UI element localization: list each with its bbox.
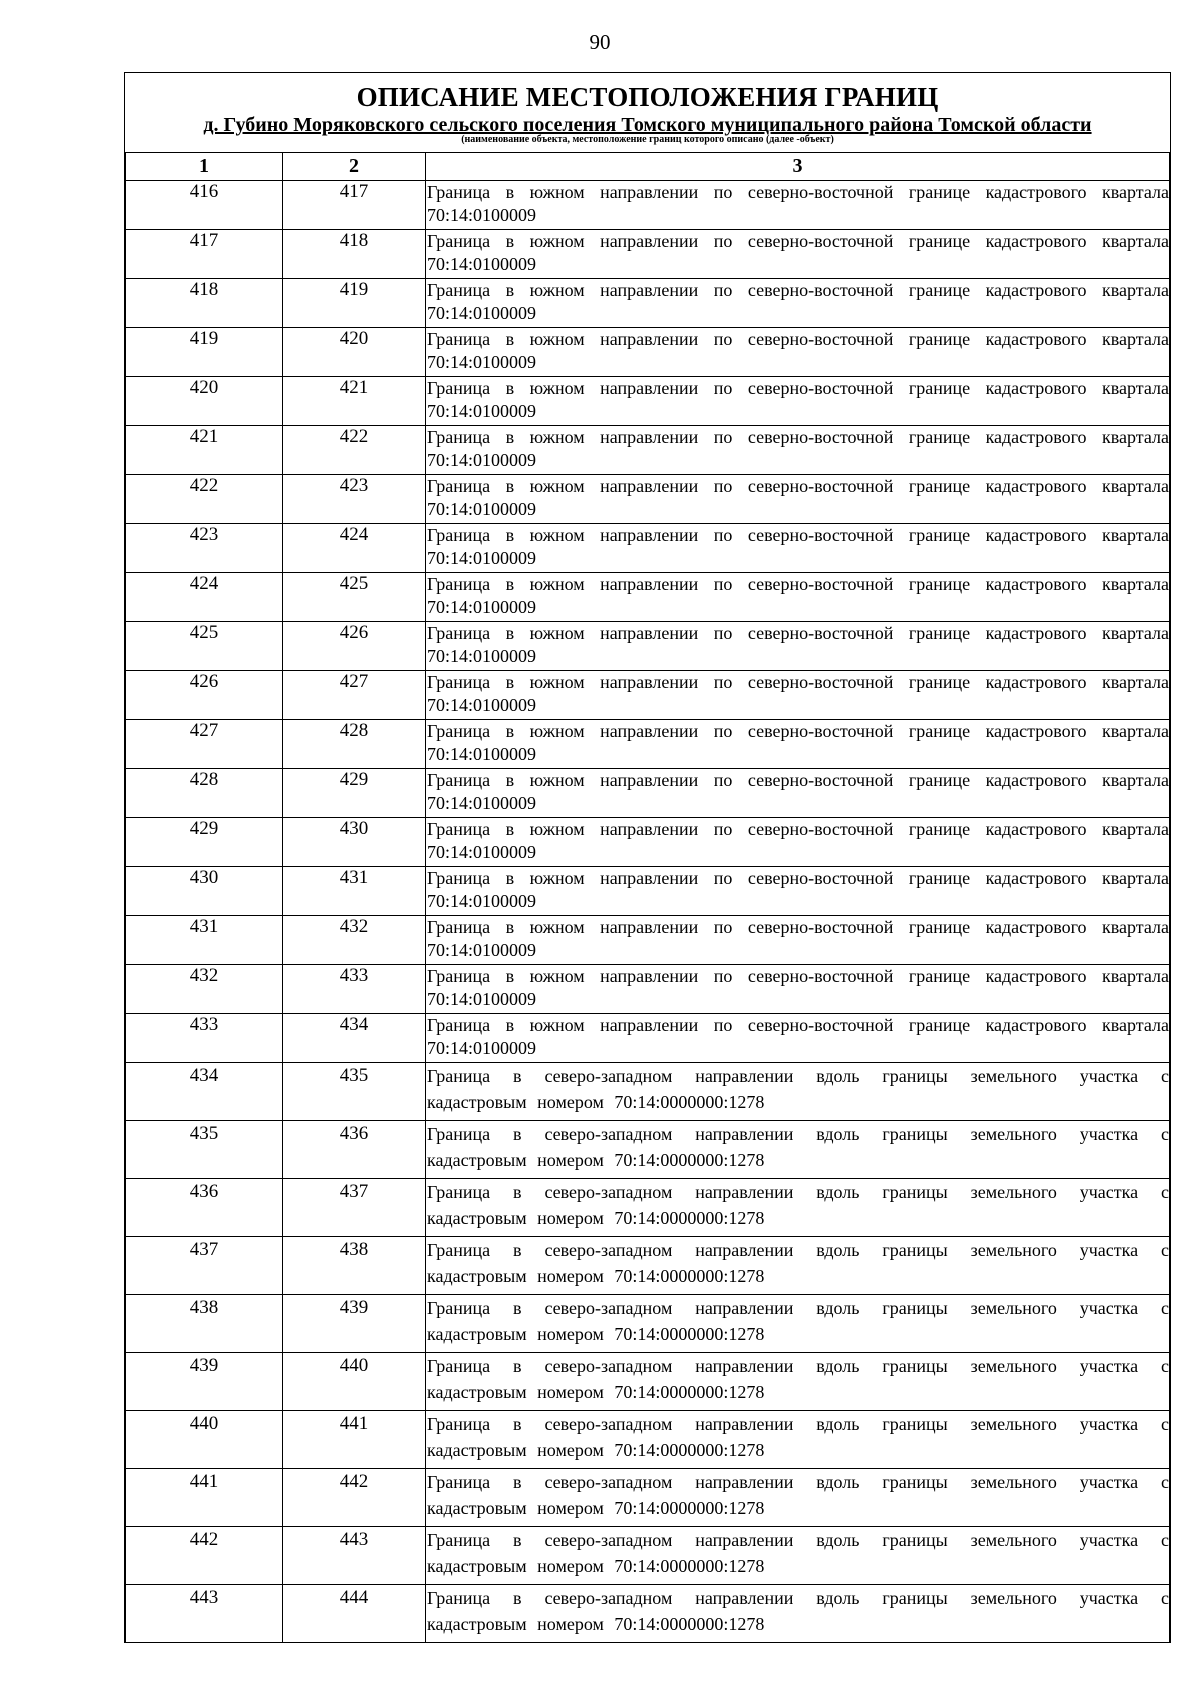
point-to: 417 <box>283 181 426 230</box>
document-frame <box>124 72 1171 1643</box>
description-line-1: Граница в южном направлении по северно-восточной границе кадастрового квартала <box>427 770 1169 790</box>
table-row <box>126 1295 1170 1353</box>
description-line-2: кадастровым номером 70:14:0000000:1278 <box>427 1498 765 1518</box>
table-row <box>126 916 1170 965</box>
point-from: 419 <box>126 328 283 377</box>
point-to: 435 <box>283 1063 426 1121</box>
point-to: 427 <box>283 671 426 720</box>
description-line-1: Граница в северо-западном направлении вдоль границы земельного участка с <box>427 1240 1169 1260</box>
table-row <box>126 279 1170 328</box>
description-line-1: Граница в северо-западном направлении вдоль границы земельного участка с <box>427 1298 1169 1318</box>
table-row <box>126 230 1170 279</box>
boundary-description <box>426 720 1170 769</box>
point-to: 430 <box>283 818 426 867</box>
table-row <box>126 769 1170 818</box>
description-line-1: Граница в южном направлении по северно-восточной границе кадастрового квартала <box>427 868 1169 888</box>
description-line-2: кадастровым номером 70:14:0000000:1278 <box>427 1324 765 1344</box>
description-line-1: Граница в южном направлении по северно-восточной границе кадастрового квартала <box>427 525 1169 545</box>
boundary-description <box>426 328 1170 377</box>
column-header-2: 2 <box>283 153 426 181</box>
point-to: 419 <box>283 279 426 328</box>
table-header-row <box>126 153 1170 181</box>
description-line-1: Граница в южном направлении по северно-восточной границе кадастрового квартала <box>427 476 1169 496</box>
description-line-1: Граница в южном направлении по северно-восточной границе кадастрового квартала <box>427 1015 1169 1035</box>
point-from: 436 <box>126 1179 283 1237</box>
point-from: 433 <box>126 1014 283 1063</box>
point-from: 425 <box>126 622 283 671</box>
description-line-1: Граница в северо-западном направлении вдоль границы земельного участка с <box>427 1182 1169 1202</box>
document-caption: (наименование объекта, местоположение границ которого описано (далее -объект) <box>461 134 834 145</box>
table-row <box>126 720 1170 769</box>
description-line-1: Граница в южном направлении по северно-восточной границе кадастрового квартала <box>427 231 1169 251</box>
column-header-1: 1 <box>126 153 283 181</box>
point-to: 429 <box>283 769 426 818</box>
document-subtitle: д. Губино Моряковского сельского поселения Томского муниципального района Томской области <box>203 114 1092 136</box>
table-row <box>126 867 1170 916</box>
document-header <box>125 73 1170 153</box>
table-row <box>126 818 1170 867</box>
point-to: 433 <box>283 965 426 1014</box>
boundary-description <box>426 426 1170 475</box>
document-title: ОПИСАНИЕ МЕСТОПОЛОЖЕНИЯ ГРАНИЦ <box>356 82 939 112</box>
table-row <box>126 1237 1170 1295</box>
boundary-description <box>426 818 1170 867</box>
table-row <box>126 671 1170 720</box>
point-from: 428 <box>126 769 283 818</box>
description-line-1: Граница в южном направлении по северно-восточной границе кадастрового квартала <box>427 966 1169 986</box>
table-row <box>126 1063 1170 1121</box>
point-from: 417 <box>126 230 283 279</box>
point-to: 418 <box>283 230 426 279</box>
point-to: 428 <box>283 720 426 769</box>
description-line-2: 70:14:0100009 <box>427 940 537 960</box>
point-to: 443 <box>283 1527 426 1585</box>
point-from: 439 <box>126 1353 283 1411</box>
table-row <box>126 573 1170 622</box>
boundary-description <box>426 524 1170 573</box>
table-row <box>126 181 1170 230</box>
description-line-1: Граница в южном направлении по северно-восточной границе кадастрового квартала <box>427 574 1169 594</box>
boundary-description <box>426 181 1170 230</box>
description-line-2: 70:14:0100009 <box>427 891 537 911</box>
point-to: 425 <box>283 573 426 622</box>
point-from: 440 <box>126 1411 283 1469</box>
boundary-description <box>426 1237 1170 1295</box>
boundary-description <box>426 1295 1170 1353</box>
description-line-2: 70:14:0100009 <box>427 1038 537 1058</box>
table-row <box>126 377 1170 426</box>
boundary-description <box>426 769 1170 818</box>
point-from: 418 <box>126 279 283 328</box>
description-line-2: 70:14:0100009 <box>427 548 537 568</box>
table-row <box>126 328 1170 377</box>
description-line-2: 70:14:0100009 <box>427 695 537 715</box>
point-from: 431 <box>126 916 283 965</box>
table-row <box>126 1121 1170 1179</box>
description-line-2: 70:14:0100009 <box>427 499 537 519</box>
description-line-1: Граница в южном направлении по северно-восточной границе кадастрового квартала <box>427 721 1169 741</box>
description-line-2: 70:14:0100009 <box>427 205 537 225</box>
description-line-2: 70:14:0100009 <box>427 744 537 764</box>
description-line-1: Граница в южном направлении по северно-восточной границе кадастрового квартала <box>427 329 1169 349</box>
point-from: 429 <box>126 818 283 867</box>
boundary-description <box>426 230 1170 279</box>
table-row <box>126 524 1170 573</box>
column-header-3: 3 <box>426 153 1170 181</box>
point-to: 438 <box>283 1237 426 1295</box>
point-from: 430 <box>126 867 283 916</box>
point-from: 442 <box>126 1527 283 1585</box>
point-from: 441 <box>126 1469 283 1527</box>
point-to: 424 <box>283 524 426 573</box>
point-to: 421 <box>283 377 426 426</box>
page-number: 90 <box>589 30 611 54</box>
point-to: 436 <box>283 1121 426 1179</box>
point-from: 416 <box>126 181 283 230</box>
description-line-1: Граница в южном направлении по северно-восточной границе кадастрового квартала <box>427 427 1169 447</box>
description-line-2: 70:14:0100009 <box>427 989 537 1009</box>
description-line-2: кадастровым номером 70:14:0000000:1278 <box>427 1556 765 1576</box>
boundary-description <box>426 671 1170 720</box>
boundary-description <box>426 867 1170 916</box>
boundary-description <box>426 1014 1170 1063</box>
point-to: 444 <box>283 1585 426 1643</box>
point-to: 440 <box>283 1353 426 1411</box>
table-row <box>126 426 1170 475</box>
boundary-description <box>426 1411 1170 1469</box>
description-line-1: Граница в южном направлении по северно-восточной границе кадастрового квартала <box>427 280 1169 300</box>
point-from: 421 <box>126 426 283 475</box>
description-line-2: 70:14:0100009 <box>427 793 537 813</box>
description-line-1: Граница в южном направлении по северно-восточной границе кадастрового квартала <box>427 819 1169 839</box>
point-from: 422 <box>126 475 283 524</box>
table-row <box>126 1411 1170 1469</box>
boundary-description <box>426 1585 1170 1643</box>
description-line-1: Граница в южном направлении по северно-восточной границе кадастрового квартала <box>427 623 1169 643</box>
description-line-1: Граница в северо-западном направлении вдоль границы земельного участка с <box>427 1066 1169 1086</box>
point-to: 441 <box>283 1411 426 1469</box>
boundary-description <box>426 1063 1170 1121</box>
point-from: 443 <box>126 1585 283 1643</box>
description-line-1: Граница в северо-западном направлении вдоль границы земельного участка с <box>427 1472 1169 1492</box>
point-to: 432 <box>283 916 426 965</box>
point-to: 420 <box>283 328 426 377</box>
boundary-description <box>426 1527 1170 1585</box>
table-row <box>126 475 1170 524</box>
table-row <box>126 1353 1170 1411</box>
point-from: 437 <box>126 1237 283 1295</box>
description-line-2: 70:14:0100009 <box>427 254 537 274</box>
point-from: 435 <box>126 1121 283 1179</box>
table-row <box>126 1527 1170 1585</box>
boundary-description <box>426 573 1170 622</box>
point-from: 426 <box>126 671 283 720</box>
point-from: 424 <box>126 573 283 622</box>
description-line-2: кадастровым номером 70:14:0000000:1278 <box>427 1382 765 1402</box>
boundary-description <box>426 916 1170 965</box>
description-line-2: 70:14:0100009 <box>427 842 537 862</box>
boundary-table <box>125 153 1170 1643</box>
description-line-2: 70:14:0100009 <box>427 401 537 421</box>
description-line-2: кадастровым номером 70:14:0000000:1278 <box>427 1266 765 1286</box>
description-line-2: 70:14:0100009 <box>427 303 537 323</box>
description-line-1: Граница в северо-западном направлении вдоль границы земельного участка с <box>427 1588 1169 1608</box>
boundary-description <box>426 1469 1170 1527</box>
description-line-1: Граница в северо-западном направлении вдоль границы земельного участка с <box>427 1530 1169 1550</box>
description-line-2: 70:14:0100009 <box>427 646 537 666</box>
point-to: 442 <box>283 1469 426 1527</box>
point-from: 434 <box>126 1063 283 1121</box>
description-line-1: Граница в северо-западном направлении вдоль границы земельного участка с <box>427 1414 1169 1434</box>
boundary-description <box>426 622 1170 671</box>
table-row <box>126 1469 1170 1527</box>
point-from: 438 <box>126 1295 283 1353</box>
point-to: 434 <box>283 1014 426 1063</box>
table-row <box>126 1014 1170 1063</box>
point-to: 431 <box>283 867 426 916</box>
description-line-2: кадастровым номером 70:14:0000000:1278 <box>427 1208 765 1228</box>
point-to: 426 <box>283 622 426 671</box>
table-row <box>126 1585 1170 1643</box>
table-body <box>126 181 1170 1643</box>
table-row <box>126 1179 1170 1237</box>
description-line-1: Граница в северо-западном направлении вдоль границы земельного участка с <box>427 1124 1169 1144</box>
point-from: 427 <box>126 720 283 769</box>
boundary-description <box>426 279 1170 328</box>
description-line-2: кадастровым номером 70:14:0000000:1278 <box>427 1150 765 1170</box>
boundary-description <box>426 377 1170 426</box>
point-to: 423 <box>283 475 426 524</box>
description-line-1: Граница в южном направлении по северно-восточной границе кадастрового квартала <box>427 917 1169 937</box>
description-line-2: 70:14:0100009 <box>427 352 537 372</box>
description-line-2: 70:14:0100009 <box>427 597 537 617</box>
boundary-description <box>426 1121 1170 1179</box>
point-to: 439 <box>283 1295 426 1353</box>
description-line-2: кадастровым номером 70:14:0000000:1278 <box>427 1092 765 1112</box>
boundary-description <box>426 1353 1170 1411</box>
description-line-1: Граница в южном направлении по северно-восточной границе кадастрового квартала <box>427 182 1169 202</box>
description-line-2: 70:14:0100009 <box>427 450 537 470</box>
boundary-description <box>426 475 1170 524</box>
point-to: 437 <box>283 1179 426 1237</box>
table-row <box>126 965 1170 1014</box>
description-line-1: Граница в северо-западном направлении вдоль границы земельного участка с <box>427 1356 1169 1376</box>
point-from: 432 <box>126 965 283 1014</box>
boundary-description <box>426 965 1170 1014</box>
point-from: 423 <box>126 524 283 573</box>
table-row <box>126 622 1170 671</box>
point-to: 422 <box>283 426 426 475</box>
description-line-2: кадастровым номером 70:14:0000000:1278 <box>427 1614 765 1634</box>
description-line-2: кадастровым номером 70:14:0000000:1278 <box>427 1440 765 1460</box>
point-from: 420 <box>126 377 283 426</box>
boundary-description <box>426 1179 1170 1237</box>
description-line-1: Граница в южном направлении по северно-восточной границе кадастрового квартала <box>427 378 1169 398</box>
description-line-1: Граница в южном направлении по северно-восточной границе кадастрового квартала <box>427 672 1169 692</box>
